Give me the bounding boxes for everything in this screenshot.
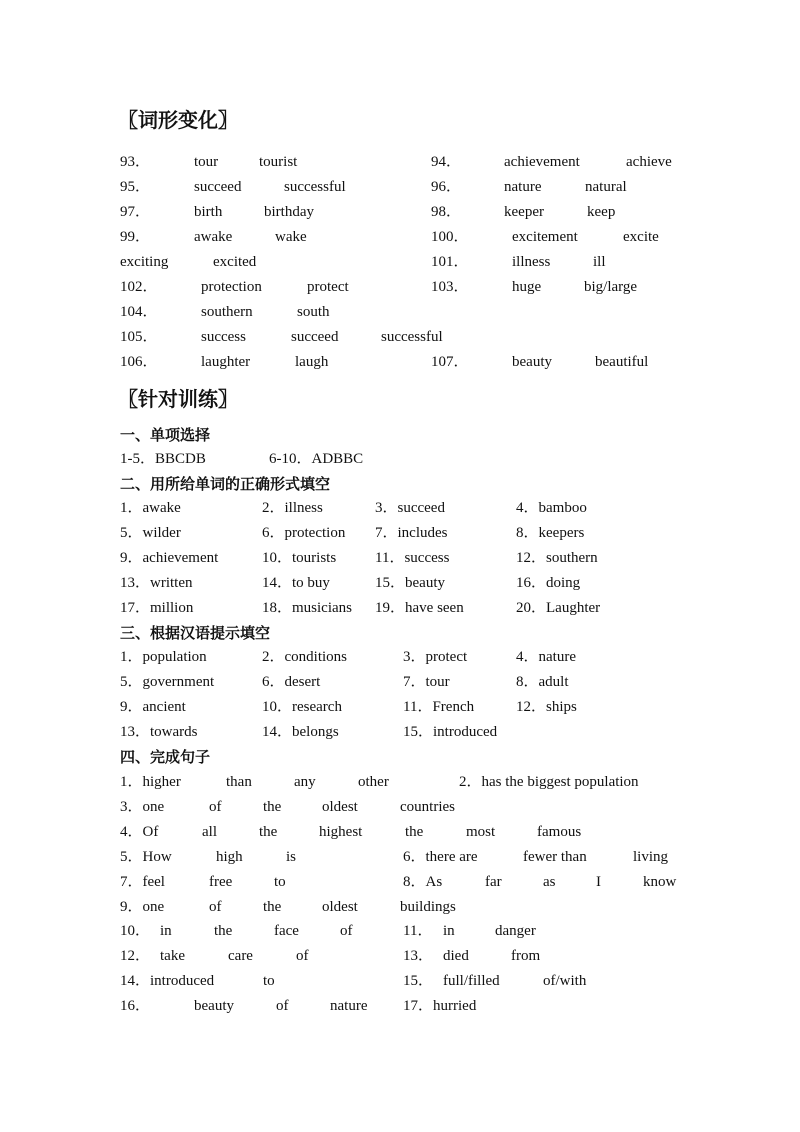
sentence-word: from: [511, 948, 541, 964]
sentence-word: beauty: [194, 998, 234, 1014]
wordform-item: achieve: [626, 154, 672, 170]
answer-item: 3．succeed: [375, 500, 445, 516]
wordform-item: 100．: [431, 229, 469, 245]
wordform-item: succeed: [291, 329, 339, 345]
sentence-word: of: [276, 998, 289, 1014]
wordform-item: 104．: [120, 304, 158, 320]
sentence-word: full/filled: [443, 973, 500, 989]
sentence-word: fewer than: [523, 849, 587, 865]
sentence-word: 13．: [403, 948, 434, 964]
answer-item: 8．keepers: [516, 525, 585, 541]
answer-item: 9．achievement: [120, 550, 219, 566]
wordform-item: keep: [587, 204, 616, 220]
answer-item: 1．awake: [120, 500, 181, 516]
answer-item: 12．ships: [516, 699, 577, 715]
sentence-word: of: [296, 948, 309, 964]
wordform-item: birth: [194, 204, 223, 220]
sentence-word: know: [643, 874, 677, 890]
answer-item: 6．desert: [262, 674, 321, 690]
answer-item: 2．conditions: [262, 649, 347, 665]
wordform-item: 103．: [431, 279, 469, 295]
wordform-item: 95．: [120, 179, 151, 195]
answer-item: 16．doing: [516, 575, 581, 591]
answer-item: 13．towards: [120, 724, 198, 740]
answer-item: 4．nature: [516, 649, 576, 665]
part2-heading: 二、用所给单词的正确形式填空: [120, 475, 331, 493]
sentence-word: highest: [319, 824, 363, 840]
answer-item: 7．tour: [403, 674, 450, 690]
sentence-word: most: [466, 824, 496, 840]
sentence-word: 8．As: [403, 874, 443, 890]
sentence-word: the: [263, 799, 282, 815]
sentence-word: 11．: [403, 923, 433, 939]
sentence-word: famous: [537, 824, 582, 840]
sentence-word: living: [633, 849, 669, 865]
part4-heading: 四、完成句子: [120, 748, 211, 766]
wordform-item: huge: [512, 279, 542, 295]
sentence-word: than: [226, 774, 252, 790]
wordform-item: successful: [381, 329, 443, 345]
sentence-word: to: [263, 973, 275, 989]
wordform-item: 93．: [120, 154, 151, 170]
wordform-item: success: [201, 329, 246, 345]
sentence-word: 16．: [120, 998, 151, 1014]
answer-item: 7．includes: [375, 525, 448, 541]
wordform-item: 99．: [120, 229, 151, 245]
wordform-item: laugh: [295, 354, 329, 370]
sentence-word: the: [263, 899, 282, 915]
sentence-word: oldest: [322, 799, 358, 815]
sentence-word: 9．one: [120, 899, 165, 915]
answer-item: 11．French: [403, 699, 475, 715]
wordform-item: 96．: [431, 179, 462, 195]
sentence-word: 15．: [403, 973, 434, 989]
section-title-word-forms: 〖词形变化〗: [118, 108, 238, 132]
wordform-item: nature: [504, 179, 542, 195]
answer-item: 19．have seen: [375, 600, 464, 616]
answer-item: 13．written: [120, 575, 193, 591]
sentence-word: 10．: [120, 923, 151, 939]
wordform-item: laughter: [201, 354, 251, 370]
wordform-item: 102．: [120, 279, 158, 295]
answer-item: 20．Laughter: [516, 600, 601, 616]
sentence-word: 14．introduced: [120, 973, 215, 989]
sentence-word: of: [340, 923, 353, 939]
sentence-word: 5．How: [120, 849, 172, 865]
wordform-item: 98．: [431, 204, 462, 220]
answer-item: 14．belongs: [262, 724, 339, 740]
sentence-word: nature: [330, 998, 368, 1014]
sentence-word: any: [294, 774, 316, 790]
wordform-item: natural: [585, 179, 627, 195]
sentence-word: as: [543, 874, 556, 890]
wordform-item: southern: [201, 304, 253, 320]
wordform-item: 107．: [431, 354, 469, 370]
sentence-word: in: [160, 923, 172, 939]
sentence-word: 17．hurried: [403, 998, 477, 1014]
sentence-word: countries: [400, 799, 455, 815]
answer-item: 11．success: [375, 550, 450, 566]
wordform-item: 94．: [431, 154, 462, 170]
answer-item: 10．tourists: [262, 550, 337, 566]
sentence-word: of/with: [543, 973, 587, 989]
answer-item: 5．wilder: [120, 525, 181, 541]
sentence-word: the: [214, 923, 233, 939]
sentence-word: died: [443, 948, 469, 964]
wordform-item: 101．: [431, 254, 469, 270]
sentence-word: is: [286, 849, 297, 865]
sentence-word: in: [443, 923, 455, 939]
answer-item: 18．musicians: [262, 600, 352, 616]
sentence-word: 7．feel: [120, 874, 165, 890]
wordform-item: birthday: [264, 204, 314, 220]
answer-item: 17．million: [120, 600, 194, 616]
answer-item: 6．protection: [262, 525, 346, 541]
sentence-word: high: [216, 849, 243, 865]
sentence-word: free: [209, 874, 233, 890]
answer-item: 15．beauty: [375, 575, 445, 591]
sentence-word: 12．: [120, 948, 151, 964]
wordform-item: protect: [307, 279, 349, 295]
answer-item: 8．adult: [516, 674, 569, 690]
section-title-targeted-training: 〖针对训练〗: [118, 387, 238, 411]
part1-heading: 一、单项选择: [120, 426, 211, 444]
answer-item: 1-5．BBCDB: [120, 451, 206, 467]
wordform-item: beautiful: [595, 354, 649, 370]
wordform-item: tourist: [259, 154, 298, 170]
sentence-word: 2．has the biggest population: [459, 774, 639, 790]
wordform-item: 105．: [120, 329, 158, 345]
wordform-item: excitement: [512, 229, 578, 245]
sentence-word: oldest: [322, 899, 358, 915]
sentence-word: 3．one: [120, 799, 165, 815]
sentence-word: to: [274, 874, 286, 890]
answer-item: 14．to buy: [262, 575, 330, 591]
sentence-word: 4．Of: [120, 824, 159, 840]
answer-item: 1．population: [120, 649, 207, 665]
sentence-word: I: [596, 874, 601, 890]
answer-item: 10．research: [262, 699, 342, 715]
wordform-item: illness: [512, 254, 551, 270]
wordform-item: south: [297, 304, 330, 320]
wordform-item: keeper: [504, 204, 544, 220]
answer-item: 3．protect: [403, 649, 468, 665]
sentence-word: care: [228, 948, 253, 964]
wordform-item: tour: [194, 154, 219, 170]
sentence-word: face: [274, 923, 299, 939]
sentence-word: the: [259, 824, 278, 840]
answer-item: 2．illness: [262, 500, 323, 516]
wordform-item: succeed: [194, 179, 242, 195]
wordform-item: ill: [593, 254, 606, 270]
sentence-word: take: [160, 948, 185, 964]
wordform-item: successful: [284, 179, 346, 195]
wordform-item: awake: [194, 229, 233, 245]
answer-item: 4．bamboo: [516, 500, 587, 516]
wordform-item: beauty: [512, 354, 552, 370]
wordform-item: 97．: [120, 204, 151, 220]
wordform-item: excite: [623, 229, 659, 245]
sentence-word: of: [209, 899, 222, 915]
wordform-item: achievement: [504, 154, 580, 170]
sentence-word: far: [485, 874, 502, 890]
sentence-word: of: [209, 799, 222, 815]
answer-item: 5．government: [120, 674, 215, 690]
sentence-word: all: [202, 824, 217, 840]
sentence-word: buildings: [400, 899, 456, 915]
answer-item: 9．ancient: [120, 699, 186, 715]
answer-item: 6-10．ADBBC: [269, 451, 364, 467]
answer-item: 12．southern: [516, 550, 598, 566]
wordform-item: exciting: [120, 254, 169, 270]
wordform-item: wake: [275, 229, 307, 245]
sentence-word: the: [405, 824, 424, 840]
part3-heading: 三、根据汉语提示填空: [120, 624, 271, 642]
sentence-word: 6．there are: [403, 849, 478, 865]
sentence-word: danger: [495, 923, 536, 939]
wordform-item: 106．: [120, 354, 158, 370]
answer-item: 15．introduced: [403, 724, 498, 740]
wordform-item: big/large: [584, 279, 638, 295]
sentence-word: 1．higher: [120, 774, 181, 790]
wordform-item: excited: [213, 254, 257, 270]
wordform-item: protection: [201, 279, 262, 295]
sentence-word: other: [358, 774, 389, 790]
